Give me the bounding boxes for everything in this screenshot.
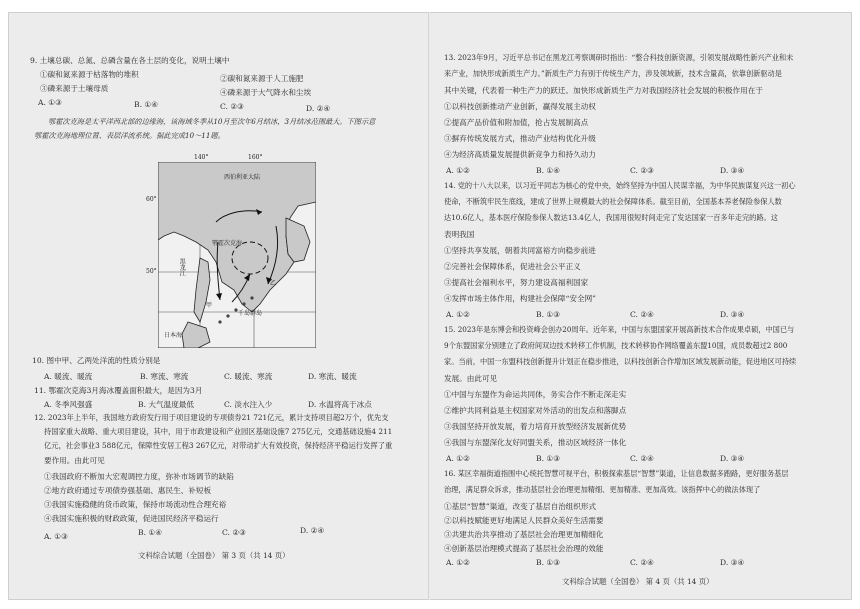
map-label-jia: 甲 bbox=[206, 302, 213, 309]
intro-line-1: 鄂霍次克海是太平洋西北部的边缘海，该海域冬季从10月至次年6月结冰，3月结冰范围最大。下图示意 bbox=[48, 117, 376, 126]
q13-line-3: 其中关键，代表着一种生产力的跃迁。加快形成新质生产力对我国经济社会发展的积极作用在于 bbox=[444, 86, 763, 95]
exam-sheet bbox=[8, 12, 852, 600]
q12-answer-b: B. ①④ bbox=[138, 528, 163, 537]
okhotsk-sea-map bbox=[146, 154, 316, 348]
q16-option-1: ①基层“智慧”渠道，改变了基层自治组织形式 bbox=[444, 502, 597, 511]
q12-answer-c: C. ②③ bbox=[222, 528, 246, 537]
q16-option-2: ②以科技赋能更好地满足人民群众美好生活需要 bbox=[444, 516, 604, 525]
q14-answer-b: B. ①③ bbox=[536, 310, 561, 319]
q16-answer-a: A. ①② bbox=[446, 558, 470, 567]
q9-answer-b: B. ①④ bbox=[134, 100, 159, 109]
map-label-japan-sea: 日本海 bbox=[164, 332, 183, 339]
q12-line-4: 要作用。由此可见 bbox=[44, 456, 105, 465]
q14-option-2: ②完善社会保障体系，促进社会公平正义 bbox=[444, 262, 581, 271]
q9-answer-d: D. ②④ bbox=[306, 104, 331, 113]
q12-line-1: 12. 2023年上半年，我国地方政府发行用于项目建设的专项债券21 721亿元，累计支持项目超2万个，优先支 bbox=[34, 413, 389, 422]
q15-line-4: 发展。由此可见 bbox=[444, 374, 498, 383]
q12-option-2: ②地方政府通过专项债券强基础、惠民生、补短板 bbox=[44, 486, 212, 495]
q10-answer-b: B. 寒流、寒流 bbox=[140, 372, 189, 381]
q13-answer-a: A. ①② bbox=[446, 166, 470, 175]
page-4-footer: 文科综合试题（全国卷） 第 4 页（共 14 页） bbox=[562, 577, 714, 586]
q9-option-2: ②碳和氮来源于人工施肥 bbox=[220, 74, 304, 83]
map-label-amur: 黑龙江 bbox=[178, 258, 186, 276]
q15-line-1: 15. 2023年是东博会和投资峰会创办20周年。近年来，中国与东盟国家开展高新技术合作成果卓硕，中国已与 bbox=[444, 325, 795, 334]
q15-option-2: ②维护共同利益是主权国家对外活动的出发点和落脚点 bbox=[444, 406, 627, 415]
q16-answer-b: B. ①③ bbox=[536, 558, 561, 567]
page-3 bbox=[8, 12, 428, 600]
q15-answer-d: D. ③④ bbox=[720, 454, 745, 463]
map-figure bbox=[158, 162, 316, 348]
q13-option-3: ③摒弃传统发展方式，推动产业结构优化升级 bbox=[444, 134, 596, 143]
map-lon-160: 160° bbox=[248, 154, 263, 161]
q13-answer-d: D. ③④ bbox=[720, 166, 745, 175]
q15-answer-b: B. ①③ bbox=[536, 454, 561, 463]
q12-answer-d: D. ②④ bbox=[300, 526, 325, 535]
q12-line-2: 持国家重大战略、重大项目建设，其中，用于市政建设和产业园区基础设施7 275亿元，交通基础设施4 211 bbox=[44, 427, 393, 436]
map-label-siberia: 西伯利亚大陆 bbox=[224, 174, 261, 181]
q14-line-4: 表明我国 bbox=[444, 230, 475, 239]
q14-option-4: ④发挥市场主体作用，构建社会保障“安全网” bbox=[444, 294, 597, 303]
q14-answer-d: D. ③④ bbox=[720, 310, 745, 319]
q15-line-2: 9个东盟国家分别建立了政府间双边技术转移工作机制，技术转移协作网络覆盖东盟10国，成员数超过2 800 bbox=[444, 341, 788, 350]
q14-line-3: 达10.6亿人，基本医疗保险参保人数达13.4亿人，我国用很短时间走完了发达国家一百多年走完的路。这 bbox=[444, 213, 778, 222]
q10-stem: 10. 图中甲、乙两处洋流的性质分别是 bbox=[32, 356, 161, 365]
q16-option-3: ③共建共治共享推动了基层社会治理更加精细化 bbox=[444, 530, 604, 539]
page-4 bbox=[430, 12, 852, 600]
q12-option-1: ①我国政府不断加大宏观调控力度，弥补市场调节的缺陷 bbox=[44, 472, 234, 481]
q9-answer-c: C. ②③ bbox=[220, 102, 244, 111]
q14-line-2: 使命，不断筑牢民生底线，建成了世界上规模最大的社会保障体系。截至目前，全国基本养老保险参保人数 bbox=[444, 197, 782, 206]
intro-line-2: 鄂霍次克海地理位置、表层洋流系统。据此完成10～11题。 bbox=[34, 131, 225, 140]
q10-answer-a: A. 暖流、暖流 bbox=[44, 372, 93, 381]
q16-answer-c: C. ②④ bbox=[630, 558, 654, 567]
q14-line-1: 14. 党的十八大以来，以习近平同志为核心的党中央，始终坚持为中国人民谋幸福，为中华民族谋复兴这一初心 bbox=[444, 181, 796, 190]
map-lat-50: 50° bbox=[146, 268, 157, 275]
q13-line-2: 来产业，加快形成新质生产力。”新质生产力有别于传统生产力，涉及领域新，技术含量高，依靠创新驱动是 bbox=[444, 69, 782, 78]
q15-option-1: ①中国与东盟作为命运共同体，务实合作不断走深走实 bbox=[444, 390, 627, 399]
q13-option-2: ②提高产品价值和附加值，抢占发展制高点 bbox=[444, 118, 589, 127]
q15-answer-a: A. ①② bbox=[446, 454, 470, 463]
page-3-footer: 文科综合试题（全国卷） 第 3 页（共 14 页） bbox=[138, 551, 290, 560]
q13-answer-b: B. ①④ bbox=[536, 166, 561, 175]
q11-stem: 11. 鄂霍次克海3月海冰覆盖面积最大，是因为3月 bbox=[34, 386, 203, 395]
map-label-okhotsk: 鄂霍次克海 bbox=[212, 240, 243, 247]
q16-answer-d: D. ③④ bbox=[720, 558, 745, 567]
q14-option-1: ①坚持共享发展，朝着共同富裕方向稳步前进 bbox=[444, 246, 596, 255]
q11-answer-a: A. 冬季风强盛 bbox=[44, 400, 93, 409]
q15-option-4: ④我国与东盟深化友好同盟关系，推动区域经济一体化 bbox=[444, 438, 627, 447]
q14-answer-a: A. ①② bbox=[446, 310, 470, 319]
q15-option-3: ③我国坚持开放发展，着力培育开放型经济发展新优势 bbox=[444, 422, 627, 431]
q11-answer-b: B. 大气温度最低 bbox=[138, 400, 194, 409]
q12-answer-a: A. ①③ bbox=[44, 532, 68, 541]
q9-stem: 9. 土壤总碳、总氮、总磷含量在各土层的变化，说明土壤中 bbox=[30, 56, 230, 65]
q16-option-4: ④创新基层治理模式提高了基层社会治理的效能 bbox=[444, 544, 604, 553]
q13-option-1: ①以科技创新推动产业创新，赢得发展主动权 bbox=[444, 102, 596, 111]
q13-option-4: ④为经济高质量发展提供新竞争力和持久动力 bbox=[444, 150, 596, 159]
q16-line-2: 治理，满足群众诉求，推动基层社会治理更加精细、更加精准、更加高效。该指挥中心的做法体现了 bbox=[444, 485, 761, 494]
q13-line-1: 13. 2023年9月，习近平总书记在黑龙江考察调研时指出：“整合科技创新资源，引领发展战略性新兴产业和未 bbox=[444, 53, 794, 62]
q10-answer-d: D. 寒流、暖流 bbox=[308, 372, 357, 381]
q9-option-4: ④磷来源于大气降水和尘埃 bbox=[220, 88, 312, 97]
q9-answer-a: A. ①③ bbox=[38, 98, 62, 107]
q10-answer-c: C. 暖流、寒流 bbox=[224, 372, 273, 381]
q14-option-3: ③提高社会福利水平，努力建设高福利国家 bbox=[444, 278, 589, 287]
q15-line-3: 家。当前，中国一东盟科技创新提升计划正在稳步推进，以科技创新合作增加区域发展新动能，促进地区可持续 bbox=[444, 357, 797, 366]
map-lat-60: 60° bbox=[146, 196, 157, 203]
q14-answer-c: C. ②④ bbox=[630, 310, 654, 319]
q16-line-1: 16. 某区幸福街道指围中心统托智慧可视平台，积极探索基层“智慧”渠道，让信息数据多跑路，更好服务基层 bbox=[444, 469, 789, 478]
q15-answer-c: C. ②④ bbox=[630, 454, 654, 463]
q9-option-1: ①碳和氮来源于枯落物的堆积 bbox=[40, 70, 139, 79]
q13-answer-c: C. ②③ bbox=[630, 166, 654, 175]
q12-line-3: 亿元，社会事业3 588亿元，保障性安居工程3 267亿元，对带动扩大有效投资，保持经济平稳运行发挥了重 bbox=[44, 441, 393, 450]
map-label-kuril: 千岛群岛 bbox=[238, 310, 263, 317]
q11-answer-c: C. 淡水注入少 bbox=[224, 400, 273, 409]
q11-answer-d: D. 水温将高于冰点 bbox=[308, 400, 372, 409]
q12-option-3: ③我国实施稳健的货币政策，保持市场流动性合理充裕 bbox=[44, 500, 227, 509]
q12-option-4: ④我国实施积极的财政政策，促进国民经济平稳运行 bbox=[44, 514, 219, 523]
map-lon-140: 140° bbox=[194, 154, 209, 161]
q9-option-3: ③磷来源于土壤母质 bbox=[40, 84, 109, 93]
map-label-yi: 乙 bbox=[270, 280, 277, 287]
